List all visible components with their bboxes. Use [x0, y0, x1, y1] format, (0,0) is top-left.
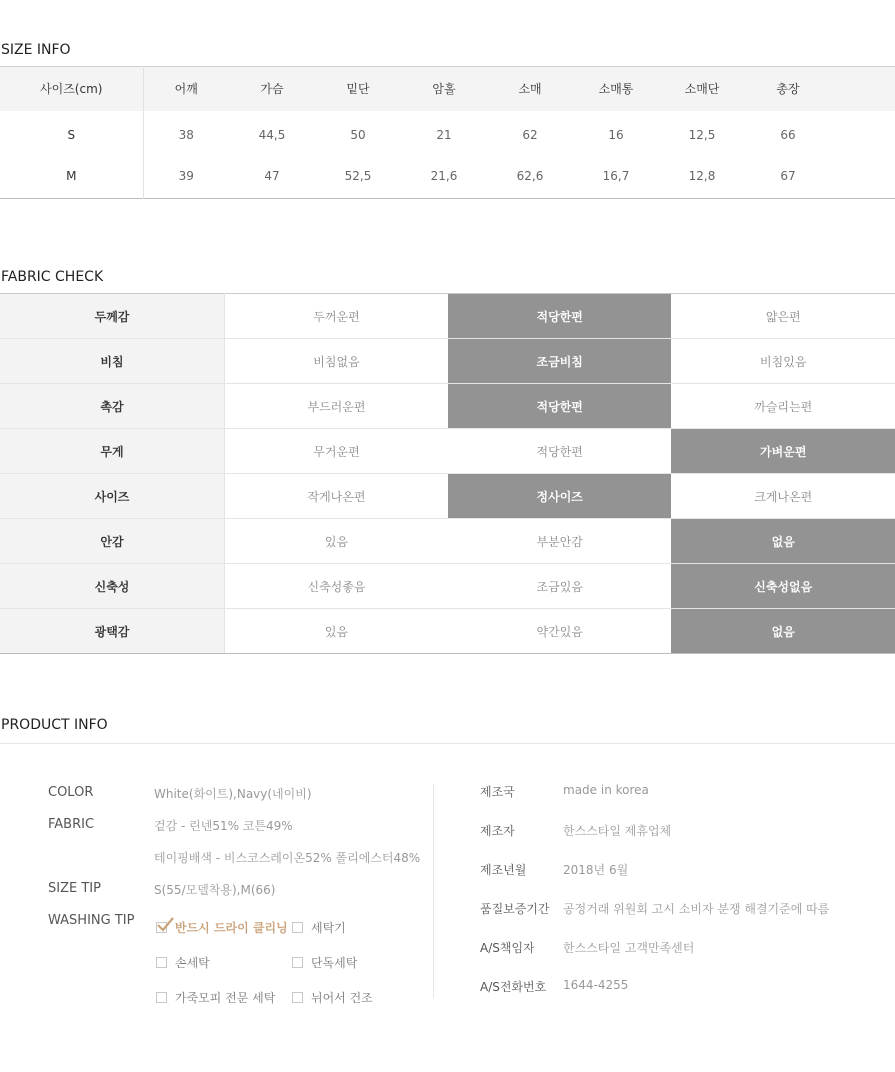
fabric-attribute-label: 사이즈: [0, 474, 225, 519]
size-value: 39: [178, 169, 194, 184]
header-length: 총장: [776, 82, 800, 97]
washing-dry-cleaning: [156, 919, 288, 936]
fabric-option: 약간있음: [448, 609, 671, 654]
fabric-label: FABRIC: [48, 817, 95, 832]
manufacturer-label: 제조자: [480, 824, 515, 838]
size-value: 50: [350, 127, 366, 142]
fabric-option: 비침있음: [671, 339, 895, 384]
fabric-option-selected: 가벼운편: [671, 429, 895, 474]
fabric-option: 있음: [225, 519, 448, 564]
fabric-row: [0, 564, 895, 609]
fabric-row: [0, 429, 895, 474]
washing-hand: [156, 954, 210, 971]
fabric-option: 적당한편: [448, 429, 671, 474]
fabric-option: 무거운편: [225, 429, 448, 474]
checkbox-icon: [156, 992, 167, 1003]
washing-dry-cleaning-label: 반드시 드라이 클리닝: [175, 921, 288, 935]
size-table: [0, 66, 895, 199]
checked-box-icon: [156, 922, 167, 933]
checkbox-icon: [156, 957, 167, 968]
fabric-row: [0, 384, 895, 429]
washing-flat-dry: [292, 989, 373, 1006]
fabric-option-selected: 조금비침: [448, 339, 671, 384]
fabric-attribute-label: 신축성: [0, 564, 225, 609]
fabric-value-taping: 테이핑배색 - 비스코스레이온52% 폴리에스터48%: [154, 851, 421, 865]
table-row: [0, 111, 895, 155]
size-cell: M: [0, 155, 143, 199]
size-value: 62: [522, 127, 538, 142]
fabric-option: 신축성좋음: [225, 564, 448, 609]
washing-separate-label: 단독세탁: [311, 956, 358, 970]
checkbox-icon: [292, 957, 303, 968]
washing-leather-label: 가죽모피 전문 세탁: [175, 991, 276, 1005]
size-info-title: SIZE INFO: [1, 42, 71, 58]
fabric-option: 작게나온편: [225, 474, 448, 519]
table-row: [0, 155, 895, 199]
fabric-option-selected: 없음: [671, 519, 895, 564]
fabric-attribute-label: 안감: [0, 519, 225, 564]
size-value: 21,6: [430, 169, 458, 184]
warranty-value: 공정거래 위원회 고시 소비자 분쟁 해결기준에 따름: [563, 902, 830, 916]
washing-leather: [156, 989, 275, 1006]
fabric-row: [0, 609, 895, 654]
origin-label: 제조국: [480, 785, 515, 799]
product-info-column-divider: [433, 784, 434, 998]
as-manager-value: 한스스타일 고객만족센터: [563, 941, 695, 955]
size-table-header: [0, 67, 895, 111]
washing-hand-label: 손세탁: [175, 956, 210, 970]
size-value: 67: [780, 169, 796, 184]
as-manager-label: A/S책임자: [480, 941, 535, 955]
origin-value: made in korea: [563, 783, 649, 797]
fabric-option: 부분안감: [448, 519, 671, 564]
checkbox-icon: [292, 992, 303, 1003]
row-spacer: [831, 155, 895, 199]
check-icon: [157, 917, 175, 933]
washing-tip-label: WASHING TIP: [48, 913, 135, 928]
header-sleeve-width: 소매통: [598, 82, 634, 97]
fabric-value: 겉감 - 린넨51% 코튼49%: [154, 819, 293, 833]
size-value: 12,5: [688, 127, 716, 142]
size-value: 62,6: [516, 169, 544, 184]
fabric-option: 부드러운편: [225, 384, 448, 429]
fabric-option: 비침없음: [225, 339, 448, 384]
fabric-attribute-label: 두께감: [0, 294, 225, 339]
manufacture-date-value: 2018년 6월: [563, 863, 629, 877]
checkbox-icon: [292, 922, 303, 933]
size-value: 44,5: [258, 127, 286, 142]
size-value: 12,8: [688, 169, 716, 184]
washing-machine-label: 세탁기: [311, 921, 346, 935]
fabric-option-selected: 없음: [671, 609, 895, 654]
size-value: 47: [264, 169, 280, 184]
fabric-row: [0, 519, 895, 564]
header-size: 사이즈(cm): [0, 67, 143, 111]
size-tip-label: SIZE TIP: [48, 881, 101, 896]
washing-machine: [292, 919, 346, 936]
fabric-attribute-label: 광택감: [0, 609, 225, 654]
fabric-option: 크게나온편: [671, 474, 895, 519]
fabric-attribute-label: 촉감: [0, 384, 225, 429]
fabric-option-selected: 적당한편: [448, 384, 671, 429]
size-value: 38: [178, 127, 194, 142]
size-tip-value: S(55/모델착용),M(66): [154, 883, 276, 897]
color-value: White(화이트),Navy(네이비): [154, 787, 312, 801]
fabric-check-title: FABRIC CHECK: [1, 269, 104, 285]
size-cell: S: [0, 111, 143, 155]
product-info-divider: [0, 743, 895, 744]
fabric-option: 두꺼운편: [225, 294, 448, 339]
washing-flat-dry-label: 뉘어서 건조: [311, 991, 373, 1005]
header-armhole: 암홀: [432, 82, 456, 97]
size-value: 21: [436, 127, 452, 142]
fabric-attribute-label: 무게: [0, 429, 225, 474]
fabric-row: [0, 474, 895, 519]
fabric-option: 얇은편: [671, 294, 895, 339]
fabric-table: [0, 293, 895, 654]
fabric-attribute-label: 비침: [0, 339, 225, 384]
fabric-option: 까슬리는편: [671, 384, 895, 429]
header-chest: 가슴: [260, 82, 284, 97]
row-spacer: [831, 111, 895, 155]
header-shoulder: 어깨: [174, 82, 198, 97]
color-label: COLOR: [48, 785, 94, 800]
fabric-option-selected: 적당한편: [448, 294, 671, 339]
size-value: 52,5: [344, 169, 372, 184]
header-spacer: [831, 67, 895, 111]
as-phone-label: A/S전화번호: [480, 980, 547, 994]
fabric-option: 있음: [225, 609, 448, 654]
fabric-row: [0, 294, 895, 339]
fabric-option-selected: 신축성없음: [671, 564, 895, 609]
fabric-option: 조금있음: [448, 564, 671, 609]
fabric-row: [0, 339, 895, 384]
size-value: 16: [608, 127, 624, 142]
header-sleeve-cuff: 소매단: [684, 82, 720, 97]
fabric-option-selected: 정사이즈: [448, 474, 671, 519]
product-info-title: PRODUCT INFO: [1, 717, 108, 733]
manufacturer-value: 한스스타일 제휴업체: [563, 824, 672, 838]
manufacture-date-label: 제조년월: [480, 863, 527, 877]
warranty-label: 품질보증기간: [480, 902, 550, 916]
size-value: 16,7: [602, 169, 630, 184]
washing-separate: [292, 954, 357, 971]
header-hem: 밑단: [346, 82, 370, 97]
size-value: 66: [780, 127, 796, 142]
as-phone-value: 1644-4255: [563, 978, 629, 992]
header-sleeve: 소매: [518, 82, 542, 97]
